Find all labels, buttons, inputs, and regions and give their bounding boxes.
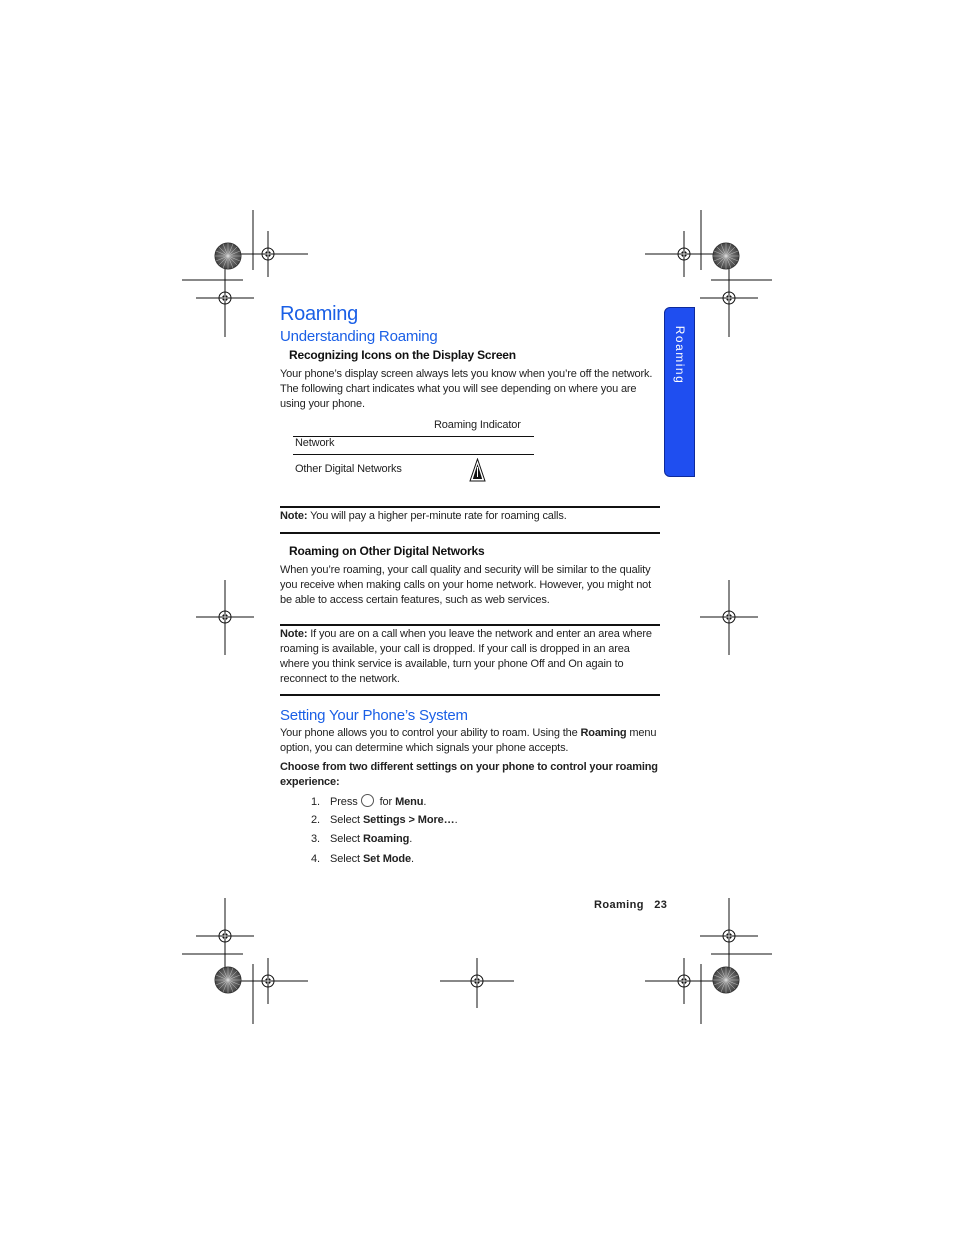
note2-top-rule xyxy=(280,624,660,626)
note1 xyxy=(280,509,660,524)
note2-label: Note: xyxy=(280,628,308,640)
step-text: Select xyxy=(330,814,363,826)
note1-label: Note: xyxy=(280,510,308,522)
step-2 xyxy=(311,814,458,826)
footer-page-number: 23 xyxy=(654,899,668,911)
system-para-post: menu option, you can determine which signals your phone accepts. xyxy=(280,727,657,754)
note1-bottom-rule xyxy=(280,532,660,534)
footer-section: Roaming xyxy=(594,899,644,911)
table-row-header: Network xyxy=(295,437,335,449)
system-heading: Setting Your Phone’s System xyxy=(280,707,468,724)
step-text: . xyxy=(411,853,414,865)
other-networks-subheading: Roaming on Other Digital Networks xyxy=(289,544,485,558)
understanding-paragraph: Your phone’s display screen always lets you know when you’re off the network. The following chart indicates what you will see depending on where you are using your phone. xyxy=(280,368,653,410)
table-row-network: Other Digital Networks xyxy=(295,463,402,475)
step-text: Press xyxy=(330,796,358,808)
step-text: Select xyxy=(330,853,363,865)
step-4 xyxy=(311,853,414,865)
step-1 xyxy=(311,794,426,808)
step-bold: Set Mode xyxy=(362,853,412,865)
step-number: 2. xyxy=(311,814,320,826)
table-column-header: Roaming Indicator xyxy=(434,419,521,431)
step-bold: Roaming xyxy=(362,833,410,845)
step-text: . xyxy=(409,833,413,845)
other-networks-paragraph: When you’re roaming, your call quality and security will be similar to the quality you receive when making calls on your home network. However, you might not be able to access certain features, such as web services. xyxy=(280,564,652,606)
system-para-pre: Your phone allows you to control your ability to roam. Using the xyxy=(280,727,581,739)
step-text: for xyxy=(376,796,396,808)
note2-bottom-rule xyxy=(280,694,660,696)
step-bold: Settings > More… xyxy=(362,814,455,826)
page-title: Roaming xyxy=(280,303,358,325)
note2 xyxy=(280,627,660,687)
step-number: 1. xyxy=(311,796,320,808)
step-text: . xyxy=(454,814,458,826)
section-tab xyxy=(664,307,695,477)
step-text: Select xyxy=(330,833,363,845)
system-paragraph xyxy=(280,726,660,756)
recognizing-icons-subheading: Recognizing Icons on the Display Screen xyxy=(289,348,516,362)
roaming-triangle-icon xyxy=(469,458,486,482)
system-instruction: Choose from two different settings on your phone to control your roaming experience: xyxy=(280,761,658,788)
table-row-rule xyxy=(293,454,534,455)
step-number: 3. xyxy=(311,833,320,845)
note1-top-rule xyxy=(280,506,660,508)
note1-text: You will pay a higher per-minute rate for roaming calls. xyxy=(307,510,567,522)
note2-text: If you are on a call when you leave the network and enter an area where roaming is available, your call is dropped. If your call is dropped in an area where you think service is available, turn your phone Off and On again to reconnect to the network. xyxy=(280,628,652,685)
understanding-heading: Understanding Roaming xyxy=(280,328,438,345)
step-text: . xyxy=(423,796,427,808)
menu-key-icon xyxy=(361,794,374,807)
step-bold: Menu xyxy=(395,796,424,808)
system-para-bold: Roaming xyxy=(580,727,627,739)
section-tab-label: Roaming xyxy=(672,325,687,385)
step-number: 4. xyxy=(311,853,320,865)
page-footer xyxy=(594,899,667,911)
step-3 xyxy=(311,833,412,845)
